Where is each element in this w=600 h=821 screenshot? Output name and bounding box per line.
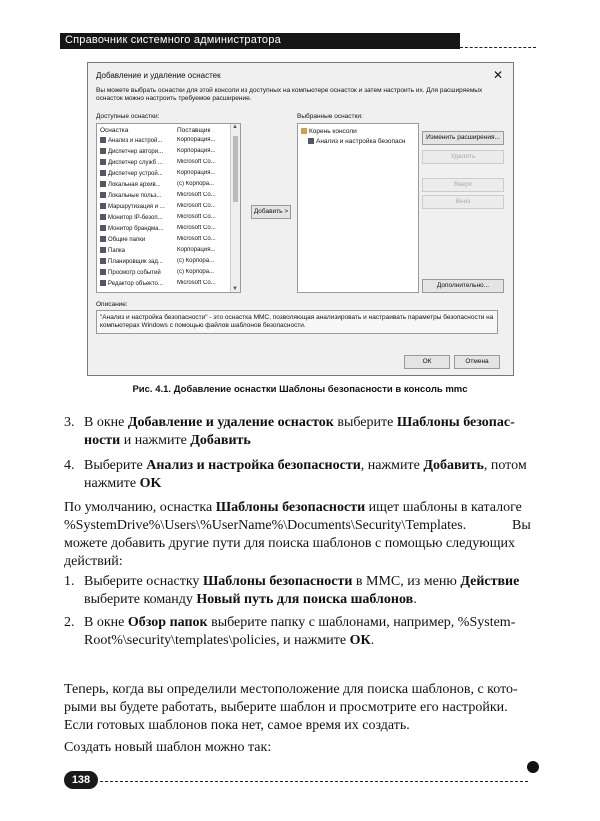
remove-button[interactable]: Удалить [422, 150, 504, 164]
paragraph-2-line-3: Если готовых шаблонов пока нет, самое время их создать. [64, 718, 410, 733]
snapin-icon [308, 138, 314, 144]
add-button[interactable]: Добавить > [251, 205, 291, 219]
snapin-row[interactable]: Монитор брандма... Microsoft Co... [97, 225, 229, 235]
templates-path: %SystemDrive%\Users\%UserName%\Documents\Security\Templates. [64, 518, 467, 533]
step-number: 4. [64, 458, 75, 473]
running-header-title: Справочник системного администратора [65, 34, 281, 46]
tree-item-console-root[interactable]: Корень консоли [301, 128, 357, 135]
snapin-row[interactable]: Планировщик зад... (c) Корпора... [97, 258, 229, 268]
footer-dashed-rule [100, 781, 528, 782]
snapin-row[interactable]: Диспетчер устрой... Корпорация... [97, 170, 229, 180]
description-text: "Анализ и настройка безопасности" - это оснастка MMC, позволяющая анализировать и настраивать параметры безопасности на компьютерах Windows с помощью файлов шаблонов безопасности. [96, 310, 498, 334]
description-label: Описание: [96, 301, 128, 308]
available-snapins-label: Доступные оснастки: [96, 113, 160, 120]
folder-icon [301, 128, 307, 134]
snapin-row[interactable]: Диспетчер служб ... Microsoft Co... [97, 159, 229, 169]
advanced-button[interactable]: Дополнительно... [422, 279, 504, 293]
column-header-vendor[interactable]: Поставщик [177, 127, 211, 134]
move-down-button[interactable]: Вниз [422, 195, 504, 209]
scroll-up-icon[interactable]: ▲ [232, 124, 238, 130]
scroll-down-icon[interactable]: ▼ [232, 286, 238, 292]
snapin-row[interactable]: Папка Корпорация... [97, 247, 229, 257]
list-number: 2. [64, 615, 75, 630]
snapin-icon [100, 181, 106, 187]
close-icon[interactable]: ✕ [492, 68, 503, 82]
snapin-row[interactable]: Редактор объекто... Microsoft Co... [97, 280, 229, 290]
selected-snapins-tree[interactable] [297, 123, 419, 293]
snapin-row[interactable]: Общие папки Microsoft Co... [97, 236, 229, 246]
snapin-icon [100, 192, 106, 198]
list-2-line-2: Root%\security\templates\policies, и нажмите ОК. [84, 633, 375, 648]
paragraph-1-line-2-tail: Вы [512, 518, 531, 533]
column-header-snapin[interactable]: Оснастка [100, 127, 129, 134]
paragraph-2-line-2: рыми вы будете работать, выберите шаблон и просмотрите его настройки. [64, 700, 508, 715]
header-dashed-rule [460, 47, 536, 48]
page-number: 138 [64, 771, 98, 789]
snapin-icon [100, 170, 106, 176]
snapin-row[interactable]: Просмотр событий (c) Корпора... [97, 269, 229, 279]
dialog-intro-text: Вы можете выбрать оснастки для этой консоли из доступных на компьютере оснасток и затем настроить их. Для расширяемых оснасток можно настроить требуемое расширение. [96, 87, 483, 102]
dialog-title: Добавление и удаление оснастек [96, 71, 221, 80]
paragraph-1-line-4: действий: [64, 554, 123, 569]
paragraph-1-line-3: можете добавить другие пути для поиска шаблонов с помощью следующих [64, 536, 516, 551]
snapin-row[interactable]: Маршрутизация и ... Microsoft Co... [97, 203, 229, 213]
step-number: 3. [64, 415, 75, 430]
paragraph-1-line-1: По умолчанию, оснастка Шаблоны безопасности ищет шаблоны в каталоге [64, 500, 522, 515]
snapin-dialog-screenshot [87, 62, 514, 376]
paragraph-3: Создать новый шаблон можно так: [64, 740, 272, 755]
list-number: 1. [64, 574, 75, 589]
list-1-line-1: Выберите оснастку Шаблоны безопасности в MMC, из меню Действие [84, 574, 520, 589]
available-snapins-list[interactable] [96, 123, 241, 293]
step-4-line-1: Выберите Анализ и настройка безопасности, нажмите Добавить, потом [84, 458, 527, 473]
snapin-icon [100, 280, 106, 286]
cancel-button[interactable]: Отмена [454, 355, 500, 369]
footer-dot-ornament [527, 761, 539, 773]
list-1-line-2: выберите команду Новый путь для поиска шаблонов. [84, 592, 417, 607]
edit-extensions-button[interactable]: Изменить расширения... [422, 131, 504, 145]
step-4-line-2: нажмите OK [84, 476, 162, 491]
snapin-icon [100, 247, 106, 253]
snapin-icon [100, 214, 106, 220]
step-3-line-1: В окне Добавление и удаление оснасток выберите Шаблоны безопас- [84, 415, 515, 430]
snapin-icon [100, 203, 106, 209]
snapin-row[interactable]: Локальная архив... (c) Корпора... [97, 181, 229, 191]
paragraph-2-line-1: Теперь, когда вы определили местоположение для поиска шаблонов, с кото- [64, 682, 518, 697]
snapin-icon [100, 159, 106, 165]
list-2-line-1: В окне Обзор папок выберите папку с шаблонами, например, %System- [84, 615, 516, 630]
move-up-button[interactable]: Вверх [422, 178, 504, 192]
list-scrollbar[interactable] [230, 124, 240, 292]
snapin-row[interactable]: Локальные польз... Microsoft Co... [97, 192, 229, 202]
selected-snapins-label: Выбранные оснастки: [297, 113, 363, 120]
snapin-row[interactable]: Анализ и настрой... Корпорация... [97, 137, 229, 147]
snapin-row[interactable]: Монитор IP-безоп... Microsoft Co... [97, 214, 229, 224]
ok-button[interactable]: ОК [404, 355, 450, 369]
snapin-icon [100, 258, 106, 264]
snapin-row[interactable]: Диспетчер автори... Корпорация... [97, 148, 229, 158]
scroll-thumb[interactable] [233, 136, 238, 202]
snapin-icon [100, 236, 106, 242]
snapin-icon [100, 148, 106, 154]
step-3-line-2: ности и нажмите Добавить [84, 433, 251, 448]
snapin-icon [100, 137, 106, 143]
snapin-icon [100, 225, 106, 231]
figure-caption: Рис. 4.1. Добавление оснастки Шаблоны безопасности в консоль mmc [132, 384, 468, 395]
tree-item-security-analysis[interactable]: Анализ и настройка безопасн [308, 138, 406, 145]
snapin-icon [100, 269, 106, 275]
